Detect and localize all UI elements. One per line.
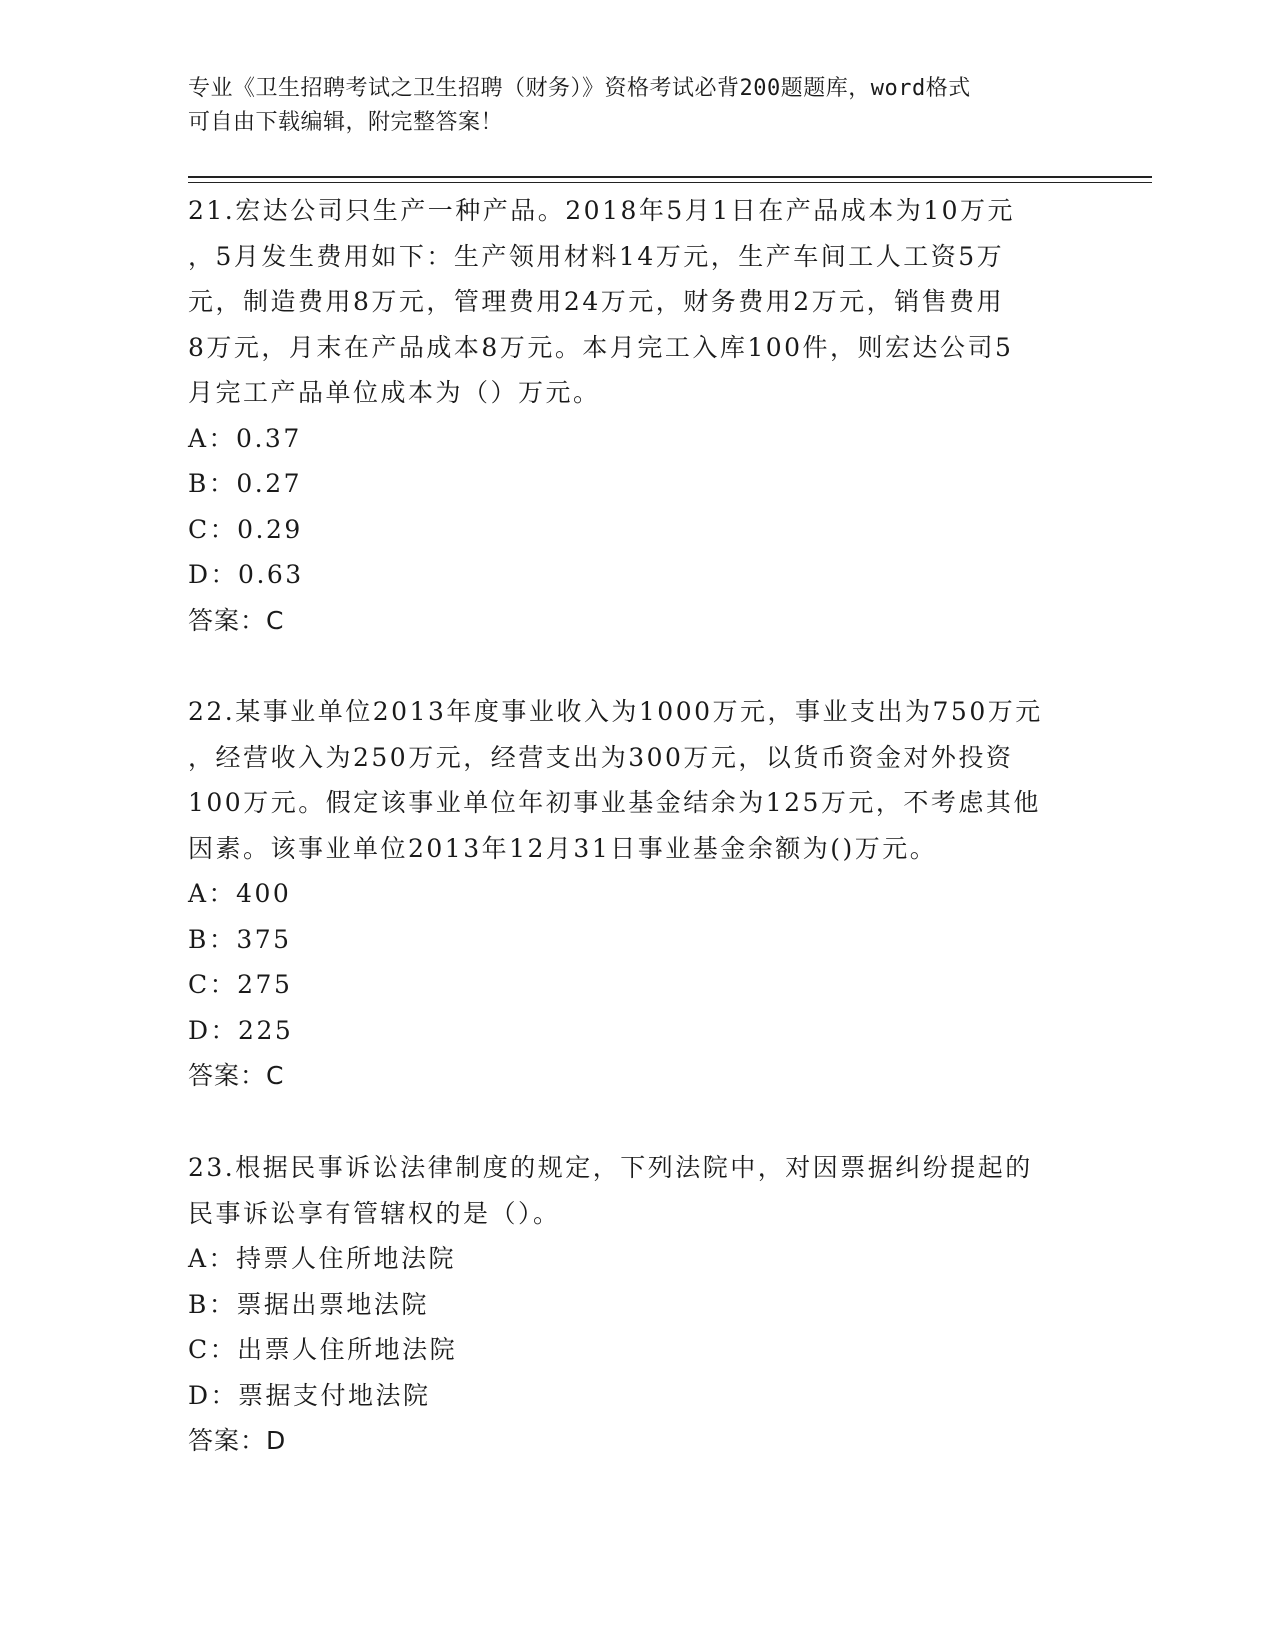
header-line-2: 可自由下载编辑，附完整答案！ <box>188 110 504 135</box>
stem-line: 22.某事业单位2013年度事业收入为1000万元，事业支出为750万元 <box>188 697 1043 726</box>
question-22 <box>188 689 1088 1099</box>
option-d: D：225 <box>188 1015 294 1045</box>
header-divider-thick <box>188 176 1152 178</box>
option-a: A：0.37 <box>188 423 302 453</box>
option-a: A：400 <box>188 879 292 908</box>
stem-line: 因素。该事业单位2013年12月31日事业基金余额为()万元。 <box>188 833 938 863</box>
stem-line: 月完工产品单位成本为（）万元。 <box>188 378 601 407</box>
stem-line: 民事诉讼享有管辖权的是（）。 <box>188 1198 561 1228</box>
option-c: C：出票人住所地法院 <box>188 1335 458 1364</box>
option-c: C：0.29 <box>188 514 303 544</box>
question-21 <box>188 188 1088 643</box>
option-c: C：275 <box>188 970 293 999</box>
stem-line: ，5月发生费用如下：生产领用材料14万元，生产车间工人工资5万 <box>188 241 1005 271</box>
option-b: B：票据出票地法院 <box>188 1289 429 1319</box>
stem-line: 8万元，月末在产品成本8万元。本月完工入库100件，则宏达公司5 <box>188 332 1014 362</box>
option-d: D：票据支付地法院 <box>188 1380 431 1410</box>
answer-line: 答案：C <box>188 605 285 635</box>
stem-line: ，经营收入为250万元，经营支出为300万元，以货币资金对外投资 <box>188 742 1014 772</box>
document-header <box>188 72 1068 140</box>
stem-line: 100万元。假定该事业单位年初事业基金结余为125万元，不考虑其他 <box>188 788 1041 817</box>
answer-line: 答案：D <box>188 1426 287 1455</box>
stem-line: 23.根据民事诉讼法律制度的规定，下列法院中，对因票据纠纷提起的 <box>188 1153 1033 1182</box>
option-a: A：持票人住所地法院 <box>188 1244 457 1273</box>
question-23 <box>188 1145 1088 1464</box>
option-d: D：0.63 <box>188 560 304 589</box>
stem-line: 元，制造费用8万元，管理费用24万元，财务费用2万元，销售费用 <box>188 287 1005 316</box>
header-divider-thin <box>188 182 1152 183</box>
answer-line: 答案：C <box>188 1061 285 1090</box>
header-line-1: 专业《卫生招聘考试之卫生招聘（财务）》资格考试必背200题题库，word格式 <box>188 76 971 101</box>
question-stem <box>188 188 1088 416</box>
question-stem <box>188 689 1088 871</box>
option-b: B：375 <box>188 924 292 954</box>
question-stem <box>188 1145 1088 1236</box>
option-b: B：0.27 <box>188 469 303 498</box>
stem-line: 21.宏达公司只生产一种产品。2018年5月1日在产品成本为10万元 <box>188 196 1016 225</box>
